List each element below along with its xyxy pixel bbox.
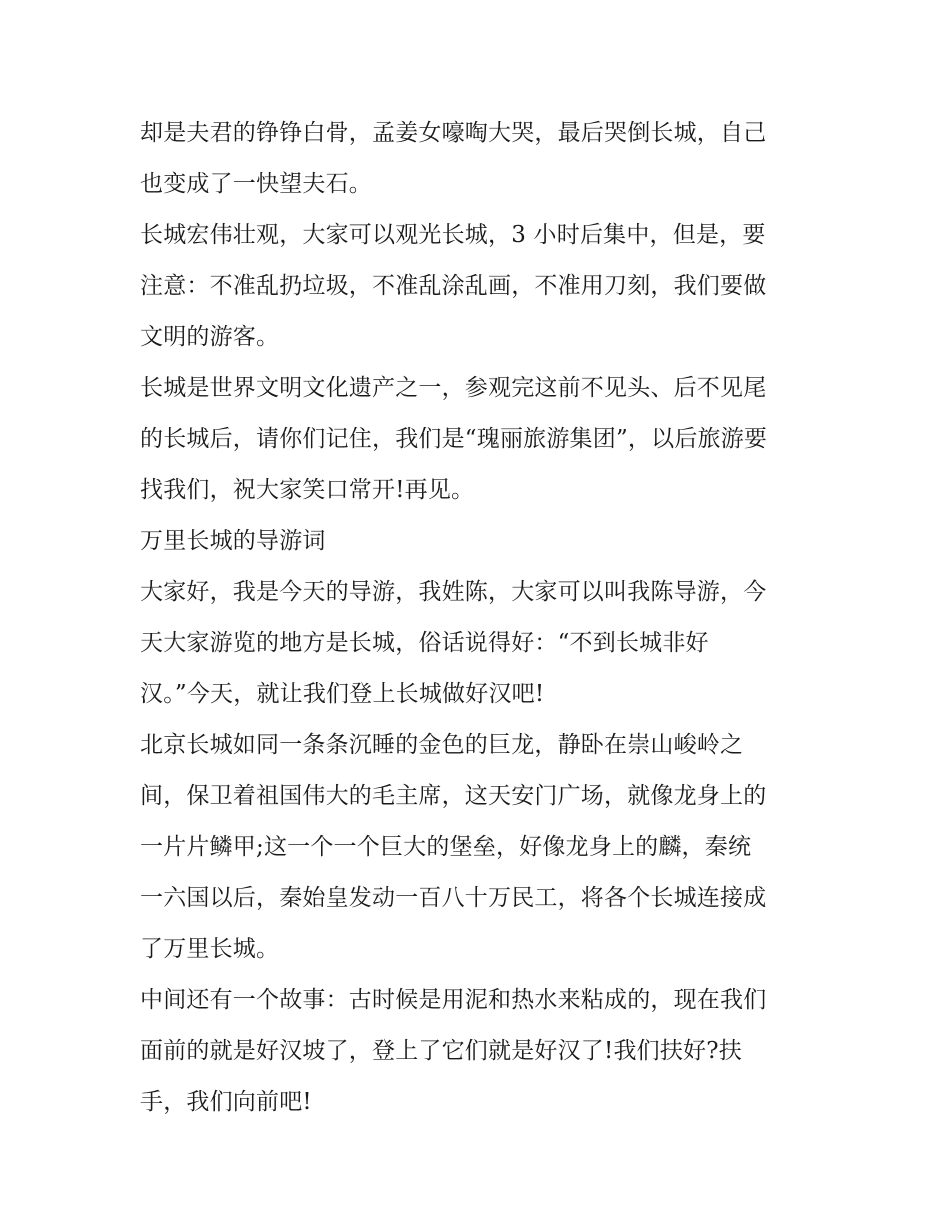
paragraph-3 bbox=[140, 363, 820, 516]
text-line: 长城宏伟壮观，大家可以观光长城，3 小时后集中，但是，要 bbox=[140, 222, 766, 248]
text-line: 却是夫君的铮铮白骨，孟姜女嚎啕大哭，最后哭倒长城，自己 bbox=[140, 120, 767, 146]
document-body bbox=[140, 108, 820, 1128]
text-line: 汉。”今天，就让我们登上长城做好汉吧! bbox=[140, 681, 545, 707]
heading-line: 万里长城的导游词 bbox=[140, 528, 326, 554]
section-heading bbox=[140, 516, 820, 567]
text-line: 天大家游览的地方是长城，俗话说得好：“不到长城非好 bbox=[140, 630, 709, 656]
text-line: 大家好，我是今天的导游，我姓陈，大家可以叫我陈导游，今 bbox=[140, 579, 767, 605]
text-line: 中间还有一个故事：古时候是用泥和热水来粘成的，现在我们 bbox=[140, 987, 767, 1013]
text-line: 北京长城如同一条条沉睡的金色的巨龙，静卧在崇山峻岭之 bbox=[140, 732, 744, 758]
text-line: 间，保卫着祖国伟大的毛主席，这天安门广场，就像龙身上的 bbox=[140, 783, 767, 809]
text-line: 也变成了一快望夫石。 bbox=[140, 171, 372, 197]
text-line: 注意：不准乱扔垃圾，不准乱涂乱画，不准用刀刻，我们要做 bbox=[140, 273, 767, 299]
paragraph-5 bbox=[140, 567, 820, 720]
text-line: 文明的游客。 bbox=[140, 324, 280, 350]
text-line: 的长城后，请你们记住，我们是“瑰丽旅游集团”，以后旅游要 bbox=[140, 426, 768, 452]
paragraph-1 bbox=[140, 108, 820, 210]
text-line: 长城是世界文明文化遗产之一，参观完这前不见头、后不见尾 bbox=[140, 375, 767, 401]
text-line: 一片片鳞甲;这一个一个巨大的堡垒，好像龙身上的麟，秦统 bbox=[140, 834, 752, 860]
paragraph-7 bbox=[140, 975, 820, 1128]
text-line: 了万里长城。 bbox=[140, 936, 280, 962]
text-line: 一六国以后，秦始皇发动一百八十万民工，将各个长城连接成 bbox=[140, 885, 767, 911]
paragraph-2 bbox=[140, 210, 820, 363]
text-line: 面前的就是好汉坡了，登上了它们就是好汉了!我们扶好?扶 bbox=[140, 1038, 742, 1064]
text-line: 找我们，祝大家笑口常开!再见。 bbox=[140, 477, 475, 503]
paragraph-6 bbox=[140, 720, 820, 975]
text-line: 手，我们向前吧! bbox=[140, 1089, 312, 1115]
